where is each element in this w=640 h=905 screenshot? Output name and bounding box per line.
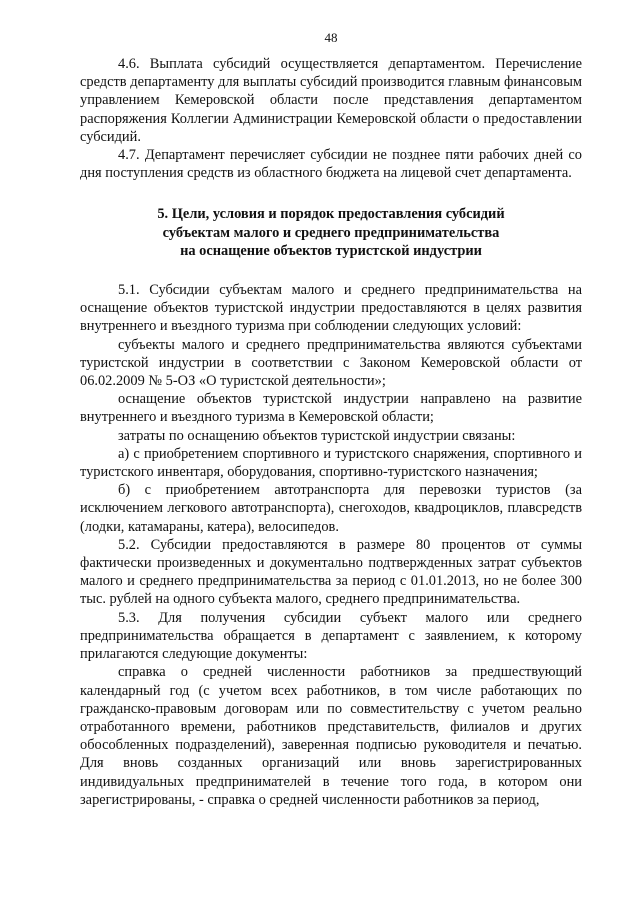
condition-subjects: субъекты малого и среднего предпринимательства являются субъектами туристской индустрии в соответствии с Законом Кемеровской области от 06.02.2009 № 5-ОЗ «О туристской деятельности»; — [80, 336, 582, 390]
page-number: 48 — [324, 30, 338, 45]
paragraph-5-2: 5.2. Субсидии предоставляются в размере 80 процентов от суммы фактически произведенных и документально подтвержденных затрат субъектов малого и среднего предпринимательства за период с 01.01.2013, но не более 300 тыс. рублей на одного субъекта малого, среднего предпринимательства. — [80, 536, 582, 608]
paragraph-4-6: 4.6. Выплата субсидий осуществляется департаментом. Перечисление средств департаменту для выплаты субсидий производится главным финансовым управлением Кемеровской области после представления департаментом распоряжения Коллегии Администрации Кемеровской области о предоставлении субсидий. — [80, 56, 582, 145]
document-headcount-certificate: справка о средней численности работников за предшествующий календарный год (с учетом всех работников, в том числе работающих по гражданско-правовым договорам или по совместительству с учетом реально отработанного времени, работников представительств, филиалов и других обособленных подразделений), заверенная подписью руководителя и печатью. Для вновь созданных организаций или вновь зарегистрированных индивидуальных предпринимателей в течение того года, в котором они зарегистрированы, - справка о средней численности работников за период, — [80, 664, 582, 808]
paragraph-4-7: 4.7. Департамент перечисляет субсидии не позднее пяти рабочих дней со дня поступления средств из областного бюджета на лицевой счет департамента. — [80, 147, 582, 182]
section-heading-line-3: на оснащение объектов туристской индустрии — [180, 242, 482, 259]
condition-equipment: оснащение объектов туристской индустрии направлено на развитие внутреннего и въездного туризма в Кемеровской области; — [80, 391, 582, 426]
section-heading-line-2: субъектам малого и среднего предпринимательства — [162, 224, 500, 241]
costs-item-a: а) с приобретением спортивного и туристского снаряжения, спортивного и туристского инвентаря, оборудования, спортивно-туристского назначения; — [80, 445, 582, 481]
condition-costs: затраты по оснащению объектов туристской индустрии связаны: — [118, 427, 516, 444]
paragraph-5-1: 5.1. Субсидии субъектам малого и среднего предпринимательства на оснащение объектов туристской индустрии предоставляются в целях развития внутреннего и въездного туризма при соблюдении следующих условий: — [80, 282, 582, 335]
section-heading — [80, 205, 582, 260]
costs-item-b: б) с приобретением автотранспорта для перевозки туристов (за исключением легкового автотранспорта), снегоходов, квадроциклов, плавсредств (лодки, катамараны, катера), велосипедов. — [80, 482, 582, 535]
paragraph-5-3: 5.3. Для получения субсидии субъект малого или среднего предпринимательства обращается в департамент с заявлением, к которому прилагаются следующие документы: — [80, 609, 582, 663]
section-heading-line-1: 5. Цели, условия и порядок предоставления субсидий — [157, 206, 505, 223]
